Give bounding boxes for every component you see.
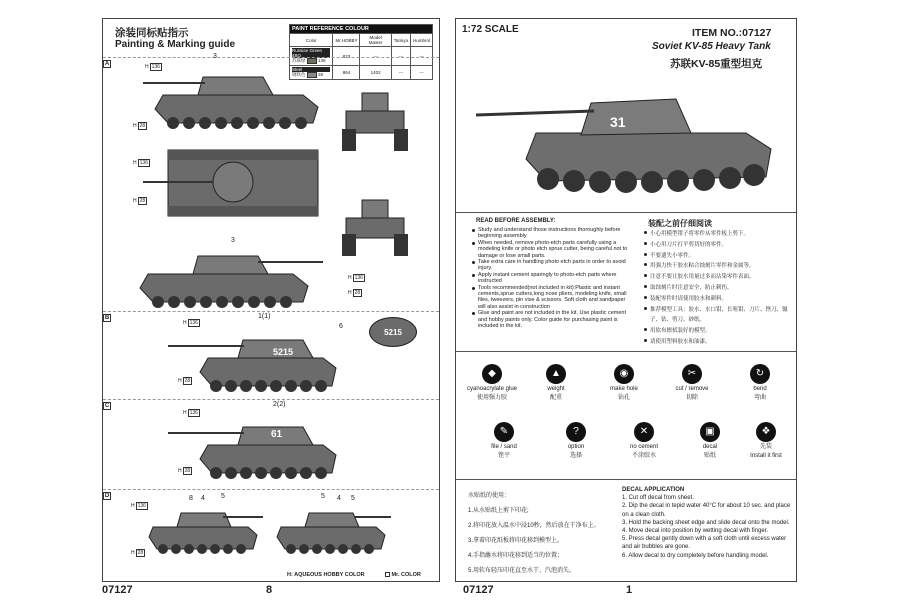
icon-decal: ▣ decal 贴纸 bbox=[682, 422, 738, 460]
decal-step-en: 3. Hold the backing sheet edge and slide decal onto the model. bbox=[622, 519, 790, 526]
tank-side-view-a-right bbox=[128, 244, 323, 314]
paint-humbrol: --- bbox=[410, 66, 432, 80]
paint-swatch bbox=[307, 58, 317, 64]
scale-label: 1:72 SCALE bbox=[462, 24, 519, 35]
section-label: A bbox=[104, 61, 110, 67]
divider bbox=[456, 212, 796, 213]
instruction-item: When needed, remove photo-etch parts carefully using a modeling knife or photo etch sprue cutter, being careful not to damage or lose small parts. bbox=[472, 240, 632, 259]
instruction-item-cn: 用软布擦拭装好的模型。 bbox=[644, 326, 792, 337]
decal-callout: 4 bbox=[201, 495, 205, 502]
section-label: D bbox=[104, 493, 110, 499]
decal-title-cn: 水贴纸的使用： bbox=[468, 493, 511, 499]
paint-tamiya: --- bbox=[391, 66, 410, 80]
decal-callout: 8 bbox=[189, 495, 193, 502]
decal-step-en: 1. Cut off decal from sheet. bbox=[622, 495, 694, 502]
paint-code: 28 bbox=[318, 72, 324, 78]
icon-option: ? option 选择 bbox=[548, 422, 604, 460]
decal-steps-en bbox=[622, 486, 792, 560]
instruction-item: Glue and paint are not included in the kit. Use plastic cement and hobby paints only. Color guide for purchasing paint is included in the kit. bbox=[472, 310, 632, 329]
legend-mr-color: Mr. COLOR bbox=[385, 572, 421, 578]
right-page bbox=[455, 18, 797, 582]
decal-callout: 5 bbox=[221, 493, 225, 500]
instruction-item-cn: 请使用塑料胶水和油漆。 bbox=[644, 337, 792, 348]
left-page bbox=[102, 18, 440, 582]
instruction-item-cn: 不要遗失小零件。 bbox=[644, 251, 792, 262]
decal-callout: 5 bbox=[351, 495, 355, 502]
icon-cut-remove: ✂ cut / remove 切除 bbox=[664, 364, 720, 402]
decal-title-en: DECAL APPLICATION bbox=[622, 487, 685, 493]
instruction-item-cn: 取蚀刻片时注意安全，防止刺伤。 bbox=[644, 283, 792, 294]
right-footer-item: 07127 bbox=[463, 584, 494, 596]
instruction-item-cn: 推荐模型工具：胶水、水口钳、长咀钳、刀片、锉刀、镊子、钻、剪刀、砂纸。 bbox=[644, 305, 792, 327]
tank-side-view-b bbox=[168, 324, 343, 399]
kit-name-cn: 苏联KV-85重型坦克 bbox=[670, 58, 763, 70]
right-footer-page: 1 bbox=[626, 584, 633, 596]
divider bbox=[456, 351, 796, 352]
read-before-title: READ BEFORE ASSEMBLY: bbox=[476, 218, 556, 224]
legend-aqueous: H: AQUEOUS HOBBY COLOR bbox=[287, 572, 365, 578]
section-label: B bbox=[104, 315, 110, 321]
decal-callout: 6 bbox=[339, 323, 343, 330]
col-color: Color bbox=[290, 34, 333, 47]
instruction-item: Apply instant cement sparingly to photo-etch parts where instructed bbox=[472, 272, 632, 285]
icon-weight: ▲ weight 配重 bbox=[528, 364, 584, 402]
read-before-list-en bbox=[472, 227, 632, 330]
col-model-master: Model Master bbox=[360, 34, 391, 47]
read-before-list-cn bbox=[644, 229, 792, 348]
instruction-item-cn: 小心用模型钳子将零件从零件板上剪下。 bbox=[644, 229, 792, 240]
decal-callout: 2(2) bbox=[273, 401, 286, 408]
tank-number-b: 5215 bbox=[273, 347, 294, 357]
paint-callout: H 136 bbox=[183, 320, 198, 326]
paint-callout: H 28 bbox=[133, 123, 146, 129]
decal-step-en: 6. Allow decal to dry completely before handling model. bbox=[622, 552, 769, 559]
box-art-tank bbox=[476, 89, 786, 204]
paint-tamiya: --- bbox=[391, 47, 410, 66]
tank-rear-view bbox=[338, 194, 413, 259]
glue-icon: ◆ bbox=[482, 364, 502, 384]
paint-mr-hobby: 823 bbox=[333, 47, 360, 66]
paint-callout: H 28 bbox=[178, 468, 191, 474]
tank-top-view bbox=[143, 144, 328, 224]
paint-callout: H 28 bbox=[131, 550, 144, 556]
paint-code: 136 bbox=[318, 58, 326, 64]
left-footer-item: 07127 bbox=[102, 584, 133, 596]
instruction-item-cn: 用强力快干胶水粘合蚀刻片零件和金属等。 bbox=[644, 261, 792, 272]
paint-callout: H 28 bbox=[133, 198, 146, 204]
weight-icon: ▲ bbox=[546, 364, 566, 384]
paint-mr-hobby: 864 bbox=[333, 66, 360, 80]
read-before-title-cn: 装配之前仔细阅读 bbox=[648, 219, 712, 228]
paint-model-master: 1402 bbox=[360, 66, 391, 80]
decal-step-cn: 1.从水贴纸上剪下印花; bbox=[468, 508, 529, 514]
decal-step-cn: 4.手指蘸水将印花移到适当的位置； bbox=[468, 553, 564, 559]
paint-callout: H 136 bbox=[145, 64, 160, 70]
drill-icon: ◉ bbox=[614, 364, 634, 384]
paint-color-name: Steel bbox=[292, 67, 330, 72]
instruction-item: Tools recommended(not included in kit):Plastic and instant cements,sprue cutters,long nose pliers, modeling knife, small files, tweezers, pin vise & scissors. Soft cloth and sandpaper will also assist in construction bbox=[472, 285, 632, 311]
paint-table-header: PAINT REFERENCE COLOUR bbox=[290, 25, 433, 34]
divider bbox=[456, 479, 796, 480]
decal-callout: 3 bbox=[213, 53, 217, 60]
install-first-icon: ❖ bbox=[756, 422, 776, 442]
decal-step-en: 2. Dip the decal in tepid water 40°C for about 10 sec. and place on a clean cloth. bbox=[622, 503, 791, 518]
tank-number-c: 61 bbox=[271, 429, 283, 440]
decal-callout: 4 bbox=[337, 495, 341, 502]
decal-steps-cn bbox=[468, 489, 626, 579]
paint-callout: H 28 bbox=[348, 290, 361, 296]
decal-callout: 5 bbox=[321, 493, 325, 500]
instruction-item: Take extra care in handling photo etch parts in order to avoid injury. bbox=[472, 259, 632, 272]
paint-callout: H 136 bbox=[183, 410, 198, 416]
instruction-item: Study and understand those instructions thoroughly before beginning assembly bbox=[472, 227, 632, 240]
paint-humbrol: --- bbox=[410, 47, 432, 66]
file-icon: ✎ bbox=[494, 422, 514, 442]
tank-side-view-d-right bbox=[271, 503, 391, 563]
scissors-icon: ✂ bbox=[682, 364, 702, 384]
paint-table-columns bbox=[290, 34, 433, 47]
instruction-item-cn: 装配零件时请使用胶水和颜料。 bbox=[644, 294, 792, 305]
paint-callout: H 136 bbox=[348, 275, 363, 281]
left-footer-page: 8 bbox=[266, 584, 273, 596]
decal-icon: ▣ bbox=[700, 422, 720, 442]
box-art-hull-number: 31 bbox=[610, 114, 626, 130]
decal-zoom-5215: 5215 bbox=[369, 317, 417, 347]
decal-callout: 1(1) bbox=[258, 313, 271, 320]
col-humbrol: Humbrol bbox=[410, 34, 432, 47]
col-tamiya: Tamiya bbox=[391, 34, 410, 47]
paint-color-name-cn: 钢铁色 bbox=[292, 72, 306, 78]
col-mr-hobby: Mr.HOBBY bbox=[333, 34, 360, 47]
icon-bend: ↻ bend 弯曲 bbox=[732, 364, 788, 402]
item-number: ITEM NO.:07127 bbox=[692, 27, 772, 39]
guide-title-en: Painting & Marking guide bbox=[115, 39, 236, 50]
paint-callout: H 136 bbox=[133, 160, 148, 166]
instruction-item-cn: 注意不要让胶水用量过多而沾染零件表面。 bbox=[644, 272, 792, 283]
decal-callout: 3 bbox=[231, 237, 235, 244]
decal-step-cn: 2.将印花放入温水中浸10秒，然后放在干净布上。 bbox=[468, 523, 600, 529]
icon-file-sand: ✎ file / sand 锉平 bbox=[476, 422, 532, 460]
icon-make-hole: ◉ make hole 钻孔 bbox=[596, 364, 652, 402]
icon-install-first: ❖ 先装 Install it first bbox=[738, 422, 794, 460]
section-label: C bbox=[104, 403, 110, 409]
option-icon: ? bbox=[566, 422, 586, 442]
kit-name-en: Soviet KV-85 Heavy Tank bbox=[652, 41, 771, 52]
paint-callout: H 136 bbox=[131, 503, 146, 509]
decal-step-en: 5. Press decal gently down with a soft cloth until excess water and air bubbles are gone. bbox=[622, 536, 787, 551]
tank-front-view bbox=[338, 89, 413, 154]
guide-title-cn: 涂装同标贴指示 bbox=[115, 27, 189, 39]
section-d bbox=[103, 489, 439, 499]
legend-square-icon bbox=[385, 572, 390, 577]
icon-cyanoacrylate-glue: ◆ cyanoacrylate glue 使用强力胶 bbox=[464, 364, 520, 402]
tank-side-view-a bbox=[143, 65, 328, 135]
paint-callout: H 28 bbox=[178, 378, 191, 384]
paint-color-name: Russian Green 4BO bbox=[292, 48, 330, 58]
instruction-item-cn: 小心用刀片打平剪切好的零件。 bbox=[644, 240, 792, 251]
paint-color-name-cn: 苏联绿 bbox=[292, 58, 306, 64]
bend-icon: ↻ bbox=[750, 364, 770, 384]
tank-side-view-d-left bbox=[143, 503, 263, 563]
no-cement-icon: ✕ bbox=[634, 422, 654, 442]
tank-side-view-c bbox=[168, 411, 343, 486]
decal-step-en: 4. Move decal into position by wetting decal with finger. bbox=[622, 528, 769, 535]
icon-no-cement: ✕ no cement 不涂胶水 bbox=[616, 422, 672, 460]
decal-step-cn: 3.拿着印花纸板将印花移到模型上。 bbox=[468, 538, 564, 544]
decal-step-cn: 5.用软布轻压印花直至水干、汽泡消失。 bbox=[468, 568, 576, 574]
paint-model-master: --- bbox=[360, 47, 391, 66]
